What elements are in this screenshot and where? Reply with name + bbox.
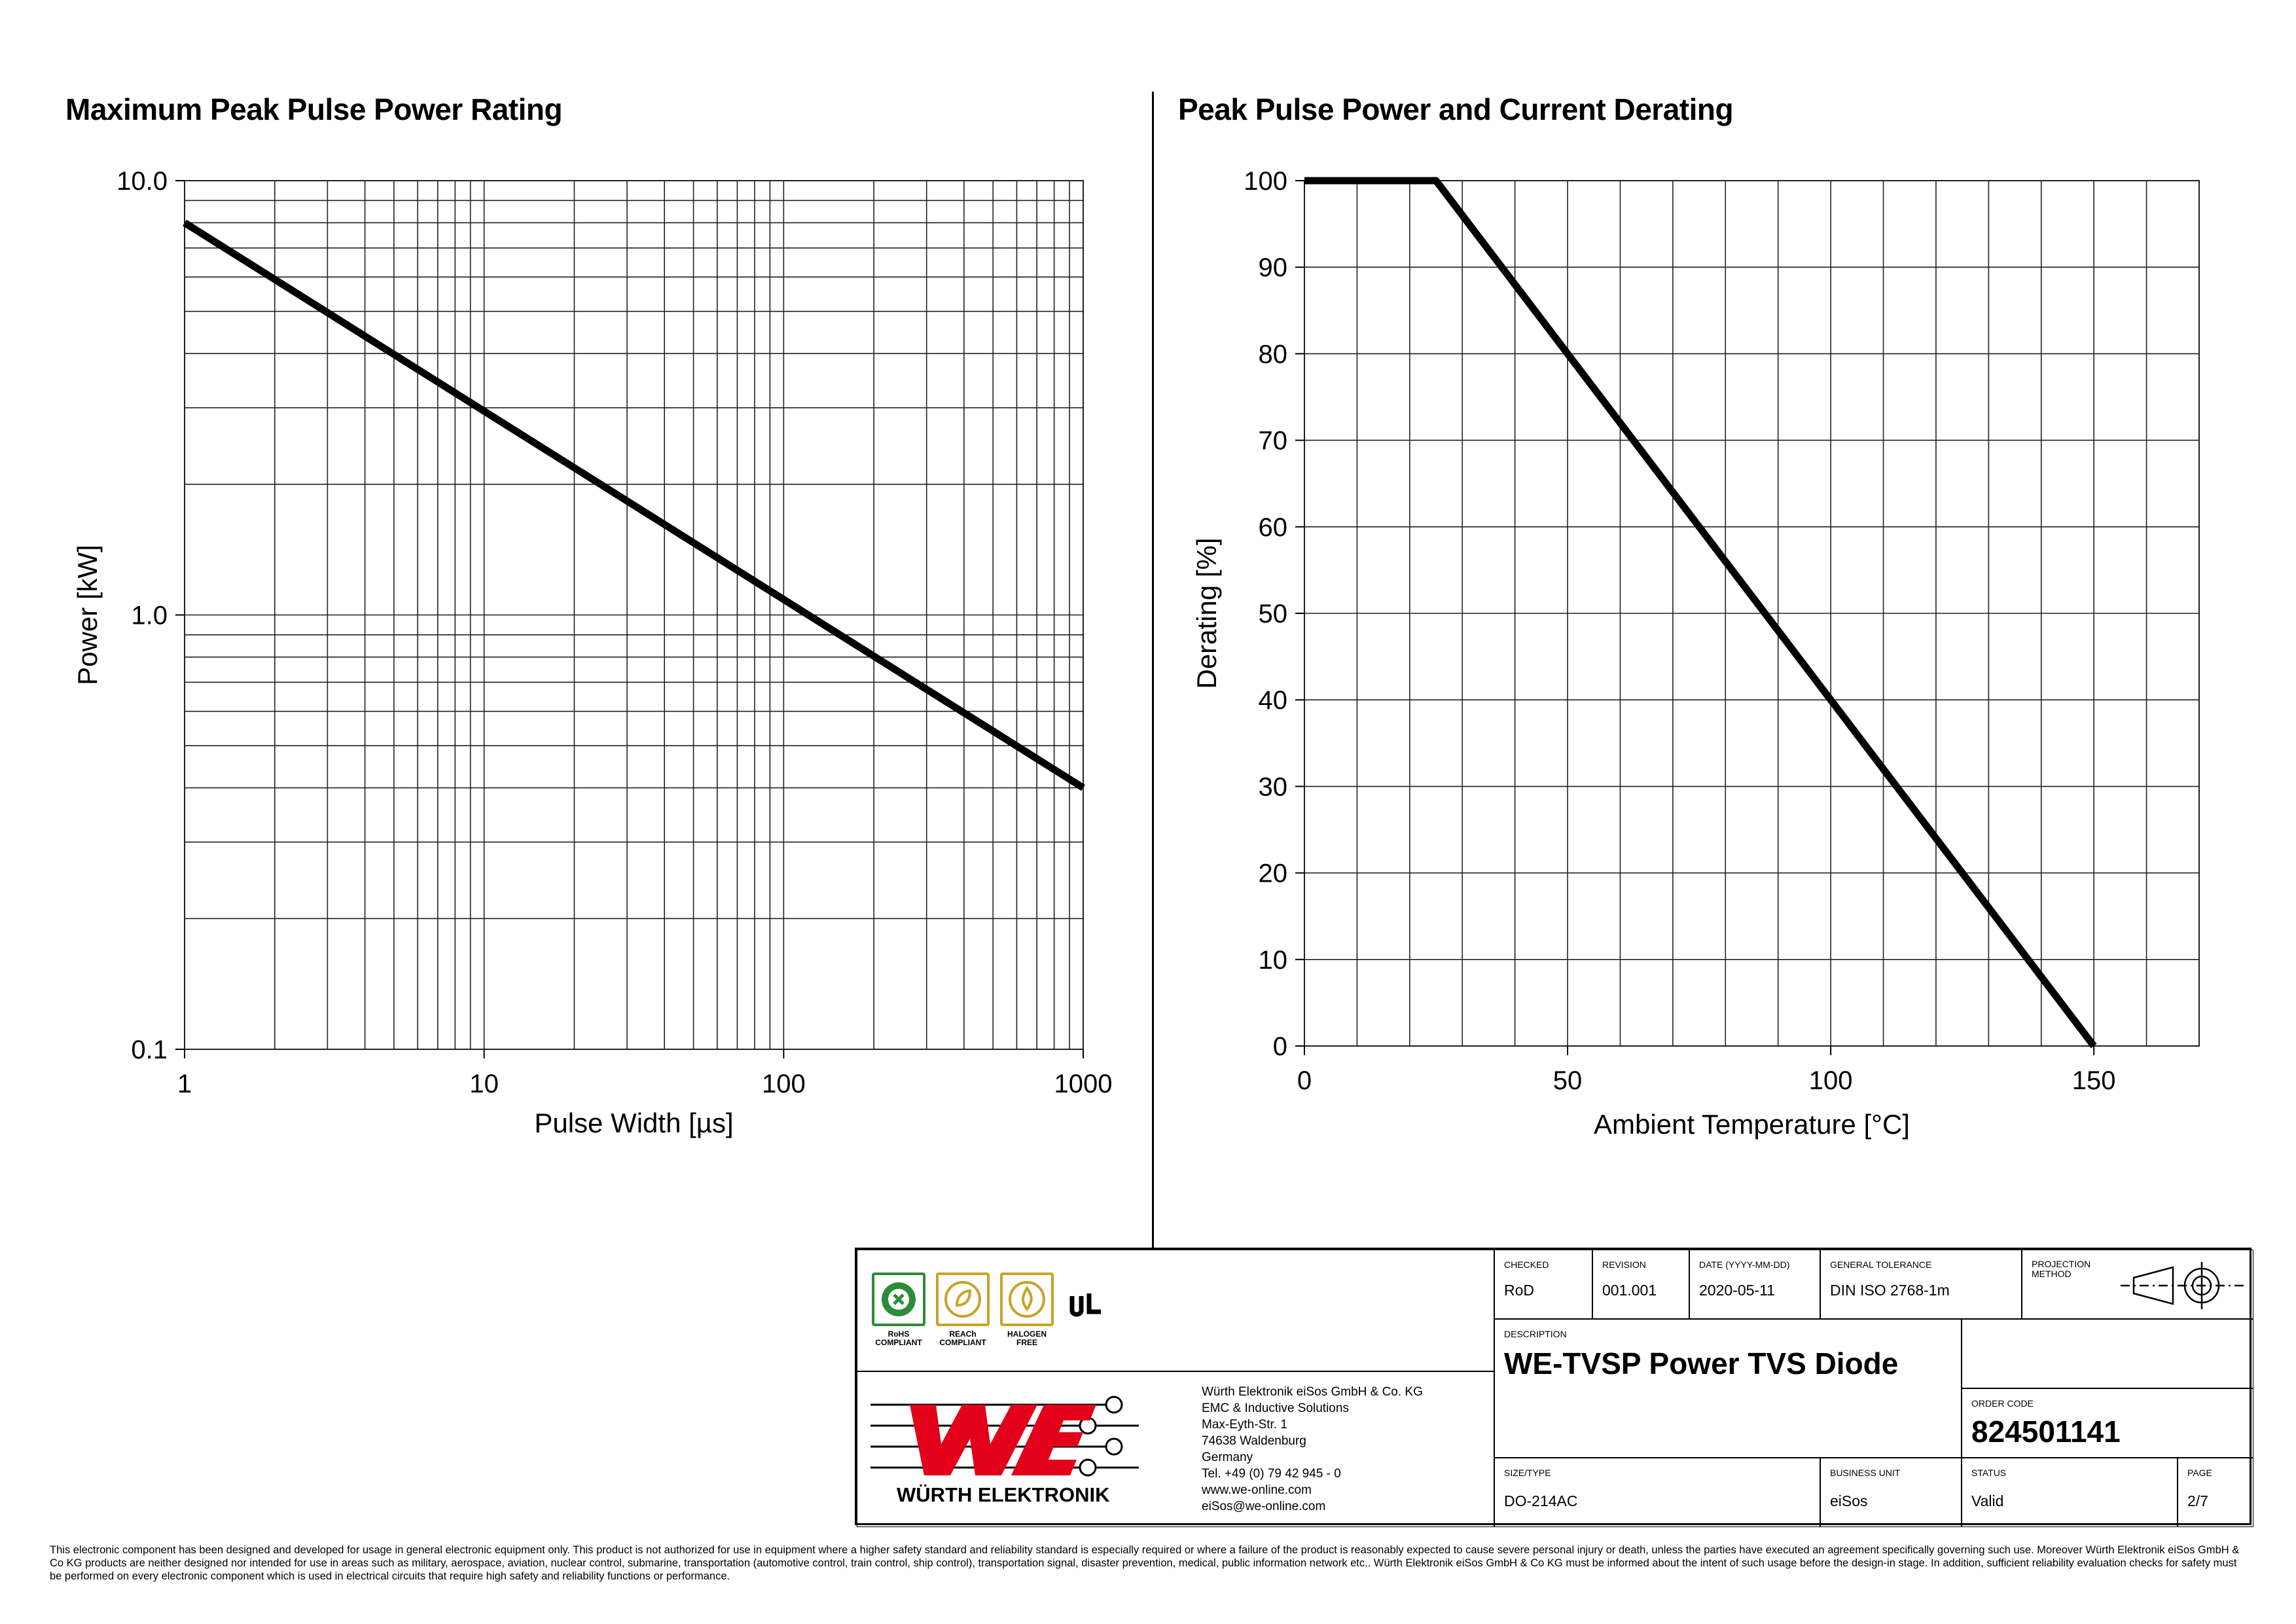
x-tick-label: 0 — [1297, 1066, 1312, 1095]
y-tick-label: 10.0 — [117, 167, 168, 196]
reach-icon — [936, 1272, 990, 1326]
date-cell: DATE (YYYY-MM-DD) 2020-05-11 — [1689, 1250, 1820, 1319]
page-cell: PAGE 2/7 — [2178, 1458, 2253, 1527]
x-tick-label: 1000 — [1054, 1070, 1113, 1098]
rohs-icon — [872, 1272, 925, 1326]
x-tick-label: 100 — [1808, 1066, 1853, 1095]
divider-line — [1152, 92, 1154, 1250]
halogen-free-icon — [1000, 1272, 1054, 1326]
description-cell: DESCRIPTION WE-TVSP Power TVS Diode — [1494, 1319, 1962, 1458]
y-tick-label: 80 — [1258, 340, 1287, 369]
x-axis-label: Ambient Temperature [°C] — [1594, 1109, 1910, 1140]
derating-chart — [1191, 167, 2199, 1140]
y-tick-label: 20 — [1258, 859, 1287, 888]
halogen-label: HALOGEN FREE — [1007, 1329, 1047, 1347]
we-logo-icon — [870, 1385, 1158, 1483]
revision-cell: REVISION 001.001 — [1592, 1250, 1689, 1319]
x-tick-label: 100 — [761, 1070, 806, 1098]
y-tick-label: 60 — [1258, 513, 1287, 542]
disclaimer-text: This electronic component has been designed and developed for usage in general electronic equipment only. This product is not authorized for use in equipment where a higher safety standard and reliability standard is especially required or where a failure of the product is reasonably expected to cause severe personal injury or death, unless the parties have executed an agreement specifically governing such use. Moreover Würth Elektronik eiSos GmbH & Co KG products are neither designed nor intended for use in areas such as military, aerospace, aviation, nuclear control, submarine, transportation (automotive control, train control, ship control), transportation signal, disaster prevention, medical, public information network etc.. Würth Elektronik eiSos GmbH & Co KG must be informed about the intent of such usage before the design-in stage. In addition, sufficient reliability evaluation checks for safety must be performed on every electronic component which is used in electrical circuits that require high safety and reliability functions or performance. — [50, 1544, 2240, 1582]
company-area — [857, 1371, 1494, 1527]
y-tick-label: 0 — [1272, 1032, 1287, 1061]
rohs-label: RoHS COMPLIANT — [875, 1329, 922, 1347]
tolerance-cell: GENERAL TOLERANCE DIN ISO 2768-1m — [1820, 1250, 2022, 1319]
size-type-cell: SIZE/TYPE DO-214AC — [1494, 1458, 1820, 1527]
y-tick-label: 40 — [1258, 686, 1287, 715]
y-tick-label: 90 — [1258, 253, 1287, 283]
pulse-power-chart — [72, 167, 1112, 1138]
order-code: 824501141 — [1971, 1415, 2121, 1449]
x-tick-label: 10 — [469, 1070, 499, 1098]
order-code-cell: ORDER CODE 824501141 — [1962, 1388, 2253, 1458]
business-unit-cell: BUSINESS UNIT eiSos — [1820, 1458, 1962, 1527]
reach-label: REACh COMPLIANT — [939, 1329, 986, 1347]
y-tick-label: 50 — [1258, 600, 1287, 628]
title-block — [855, 1248, 2251, 1525]
ul-mark-icon — [1067, 1290, 1113, 1326]
y-axis-label: Power [kW] — [72, 545, 103, 685]
y-tick-label: 30 — [1258, 772, 1287, 802]
x-tick-label: 50 — [1552, 1066, 1583, 1095]
chart-title-pulse-power: Maximum Peak Pulse Power Rating — [65, 92, 563, 126]
product-description: WE-TVSP Power TVS Diode — [1504, 1346, 1899, 1380]
projection-cell: PROJECTION METHOD — [2022, 1250, 2253, 1319]
y-tick-label: 70 — [1258, 426, 1287, 456]
status-cell: STATUS Valid — [1962, 1458, 2178, 1527]
series-line — [185, 223, 1083, 787]
company-address: Würth Elektronik eiSos GmbH & Co. KG EMC & Inductive Solutions Max-Eyth-Str. 1 74638 Waldenburg Germany Tel. +49 (0) 79 42 945 - 0 www.we-online.com eiSos@we-online.com — [1202, 1385, 1423, 1513]
blank-cell — [1962, 1319, 2253, 1388]
chart-title-derating: Peak Pulse Power and Current Derating — [1178, 92, 1734, 126]
y-axis-label: Derating [%] — [1191, 537, 1222, 689]
brand-name: WÜRTH ELEKTRONIK — [897, 1483, 1110, 1506]
y-tick-label: 10 — [1258, 945, 1287, 975]
y-tick-label: 0.1 — [131, 1036, 168, 1064]
y-tick-label: 1.0 — [131, 601, 168, 630]
checked-cell: CHECKED RoD — [1494, 1250, 1592, 1319]
x-tick-label: 1 — [177, 1070, 192, 1098]
y-tick-label: 100 — [1244, 167, 1287, 196]
x-tick-label: 150 — [2072, 1066, 2116, 1095]
compliance-area — [857, 1250, 1494, 1371]
projection-method-icon — [2121, 1259, 2245, 1312]
x-axis-label: Pulse Width [µs] — [534, 1108, 734, 1138]
